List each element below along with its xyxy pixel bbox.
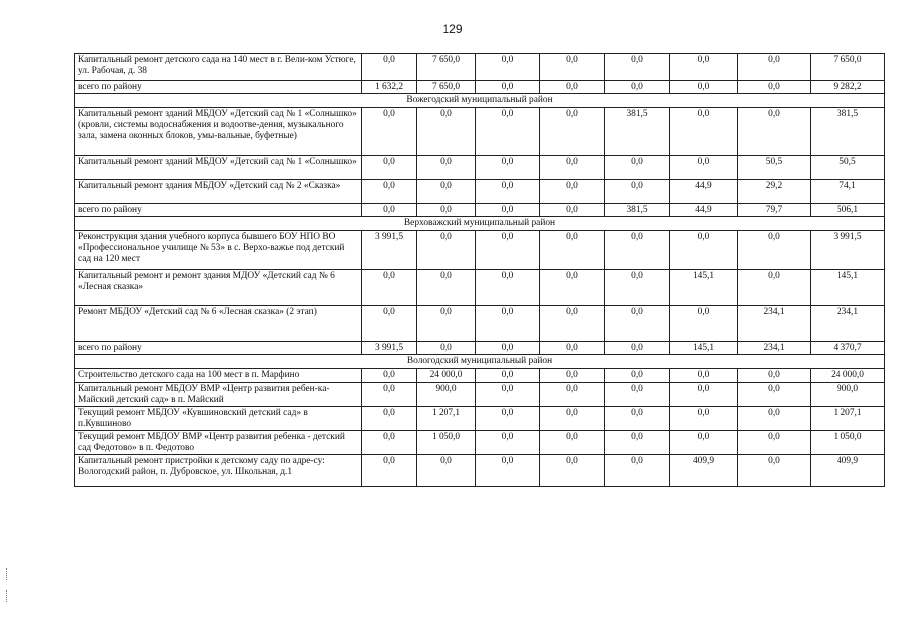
- value-cell: 0,0: [738, 270, 811, 306]
- value-cell: 0,0: [476, 407, 540, 431]
- value-cell: 0,0: [670, 54, 738, 81]
- district-heading: Вологодский муниципальный район: [75, 355, 885, 369]
- total-value-cell: 1 050,0: [811, 431, 885, 455]
- value-cell: 0,0: [540, 81, 605, 94]
- value-cell: 0,0: [476, 204, 540, 217]
- project-name-cell: Ремонт МБДОУ «Детский сад № 6 «Лесная сказка» (2 этап): [75, 306, 362, 342]
- district-heading: Верховажский муниципальный район: [75, 217, 885, 231]
- value-cell: 0,0: [540, 156, 605, 180]
- value-cell: 381,5: [605, 204, 670, 217]
- total-value-cell: 145,1: [811, 270, 885, 306]
- value-cell: 0,0: [605, 270, 670, 306]
- value-cell: 0,0: [362, 407, 417, 431]
- value-cell: 0,0: [417, 204, 476, 217]
- value-cell: 0,0: [476, 180, 540, 204]
- value-cell: 3 991,5: [362, 342, 417, 355]
- value-cell: 0,0: [738, 81, 811, 94]
- value-cell: 0,0: [417, 156, 476, 180]
- district-total-row: [75, 342, 885, 355]
- value-cell: 1 632,2: [362, 81, 417, 94]
- total-value-cell: 506,1: [811, 204, 885, 217]
- value-cell: 7 650,0: [417, 54, 476, 81]
- value-cell: 0,0: [540, 407, 605, 431]
- project-name-cell: Капитальный ремонт и ремонт здания МДОУ «Детский сад № 6 «Лесная сказка»: [75, 270, 362, 306]
- value-cell: 0,0: [605, 81, 670, 94]
- table-row: [75, 54, 885, 81]
- value-cell: 0,0: [362, 156, 417, 180]
- project-name-cell: Текущий ремонт МБДОУ «Кувшиновский детский сад» в п.Кувшиново: [75, 407, 362, 431]
- value-cell: 0,0: [540, 306, 605, 342]
- table-row: [75, 455, 885, 487]
- value-cell: 24 000,0: [417, 369, 476, 383]
- value-cell: 0,0: [362, 306, 417, 342]
- value-cell: 0,0: [605, 306, 670, 342]
- value-cell: 0,0: [362, 270, 417, 306]
- value-cell: 0,0: [605, 231, 670, 270]
- total-value-cell: 7 650,0: [811, 54, 885, 81]
- total-value-cell: 381,5: [811, 108, 885, 156]
- value-cell: 0,0: [540, 369, 605, 383]
- project-name-cell: Капитальный ремонт детского сада на 140 мест в г. Вели-ком Устюге, ул. Рабочая, д. 38: [75, 54, 362, 81]
- page-number: 129: [442, 22, 463, 36]
- table-row: [75, 407, 885, 431]
- value-cell: 0,0: [540, 180, 605, 204]
- value-cell: 0,0: [362, 369, 417, 383]
- project-name-cell: Капитальный ремонт зданий МБДОУ «Детский сад № 1 «Солнышко» (кровли, системы водоснабжения и водоотве-дения, музыкального зала, замена оконных блоков, умы-вальные, буфетные): [75, 108, 362, 156]
- value-cell: 0,0: [738, 383, 811, 407]
- value-cell: 0,0: [476, 342, 540, 355]
- value-cell: 0,0: [738, 108, 811, 156]
- table-row: [75, 270, 885, 306]
- value-cell: 145,1: [670, 270, 738, 306]
- project-name-cell: всего по району: [75, 204, 362, 217]
- value-cell: 0,0: [540, 455, 605, 487]
- value-cell: 0,0: [417, 270, 476, 306]
- value-cell: 0,0: [738, 231, 811, 270]
- value-cell: 0,0: [540, 342, 605, 355]
- section-header-row: [75, 355, 885, 369]
- value-cell: 381,5: [605, 108, 670, 156]
- district-total-row: [75, 81, 885, 94]
- value-cell: 0,0: [476, 455, 540, 487]
- total-value-cell: 234,1: [811, 306, 885, 342]
- funding-table: [74, 53, 885, 487]
- value-cell: 50,5: [738, 156, 811, 180]
- value-cell: 0,0: [670, 306, 738, 342]
- value-cell: 0,0: [605, 431, 670, 455]
- project-name-cell: Капитальный ремонт здания МБДОУ «Детский сад № 2 «Сказка»: [75, 180, 362, 204]
- value-cell: 0,0: [362, 108, 417, 156]
- project-name-cell: Строительство детского сада на 100 мест в п. Марфино: [75, 369, 362, 383]
- table-row: [75, 156, 885, 180]
- value-cell: 0,0: [738, 431, 811, 455]
- project-name-cell: Капитальный ремонт зданий МБДОУ «Детский сад № 1 «Солнышко»: [75, 156, 362, 180]
- value-cell: 0,0: [362, 455, 417, 487]
- value-cell: 0,0: [605, 407, 670, 431]
- value-cell: 0,0: [417, 342, 476, 355]
- value-cell: 0,0: [476, 81, 540, 94]
- value-cell: 0,0: [738, 455, 811, 487]
- section-header-row: [75, 217, 885, 231]
- total-value-cell: 1 207,1: [811, 407, 885, 431]
- value-cell: 0,0: [476, 231, 540, 270]
- total-value-cell: 409,9: [811, 455, 885, 487]
- value-cell: 44,9: [670, 180, 738, 204]
- value-cell: 0,0: [670, 108, 738, 156]
- value-cell: 0,0: [362, 431, 417, 455]
- table-row: [75, 306, 885, 342]
- margin-mark: [6, 568, 13, 580]
- district-total-row: [75, 204, 885, 217]
- value-cell: 0,0: [670, 81, 738, 94]
- value-cell: 0,0: [540, 383, 605, 407]
- table-body: [75, 54, 885, 487]
- total-value-cell: 50,5: [811, 156, 885, 180]
- value-cell: 234,1: [738, 342, 811, 355]
- table-row: [75, 369, 885, 383]
- value-cell: 1 207,1: [417, 407, 476, 431]
- value-cell: 0,0: [362, 383, 417, 407]
- value-cell: 0,0: [540, 231, 605, 270]
- project-name-cell: Текущий ремонт МБДОУ ВМР «Центр развития ребенка - детский сад Федотово» в п. Федотово: [75, 431, 362, 455]
- value-cell: 0,0: [670, 383, 738, 407]
- margin-mark: [6, 590, 13, 602]
- value-cell: 3 991,5: [362, 231, 417, 270]
- total-value-cell: 3 991,5: [811, 231, 885, 270]
- table-row: [75, 108, 885, 156]
- value-cell: 0,0: [540, 431, 605, 455]
- value-cell: 0,0: [362, 204, 417, 217]
- table-row: [75, 231, 885, 270]
- value-cell: 44,9: [670, 204, 738, 217]
- value-cell: 0,0: [540, 270, 605, 306]
- value-cell: 0,0: [417, 306, 476, 342]
- value-cell: 145,1: [670, 342, 738, 355]
- value-cell: 0,0: [738, 369, 811, 383]
- value-cell: 0,0: [605, 383, 670, 407]
- total-value-cell: 4 370,7: [811, 342, 885, 355]
- value-cell: 0,0: [540, 204, 605, 217]
- value-cell: 0,0: [476, 383, 540, 407]
- value-cell: 0,0: [670, 407, 738, 431]
- project-name-cell: всего по району: [75, 81, 362, 94]
- project-name-cell: Капитальный ремонт МБДОУ ВМР «Центр развития ребен-ка-Майский детский сад» в п. Майский: [75, 383, 362, 407]
- value-cell: 0,0: [476, 270, 540, 306]
- value-cell: 900,0: [417, 383, 476, 407]
- value-cell: 0,0: [605, 455, 670, 487]
- project-name-cell: Капитальный ремонт пристройки к детскому саду по адре-су: Вологодский район, п. Дубровское, ул. Школьная, д.1: [75, 455, 362, 487]
- value-cell: 0,0: [670, 231, 738, 270]
- table-row: [75, 180, 885, 204]
- value-cell: 0,0: [670, 369, 738, 383]
- value-cell: 0,0: [476, 108, 540, 156]
- value-cell: 0,0: [670, 156, 738, 180]
- value-cell: 0,0: [476, 431, 540, 455]
- value-cell: 0,0: [476, 369, 540, 383]
- district-heading: Вожегодский муниципальный район: [75, 94, 885, 108]
- value-cell: 0,0: [605, 156, 670, 180]
- value-cell: 0,0: [417, 455, 476, 487]
- total-value-cell: 74,1: [811, 180, 885, 204]
- value-cell: 0,0: [417, 108, 476, 156]
- total-value-cell: 9 282,2: [811, 81, 885, 94]
- value-cell: 0,0: [738, 54, 811, 81]
- value-cell: 0,0: [605, 369, 670, 383]
- table-row: [75, 431, 885, 455]
- project-name-cell: Реконструкция здания учебного корпуса бывшего БОУ НПО ВО «Профессиональное училище № 53» в с. Верхо-важье под детский сад на 120 мест: [75, 231, 362, 270]
- value-cell: 0,0: [362, 180, 417, 204]
- value-cell: 0,0: [540, 54, 605, 81]
- value-cell: 0,0: [476, 306, 540, 342]
- total-value-cell: 900,0: [811, 383, 885, 407]
- value-cell: 0,0: [738, 407, 811, 431]
- value-cell: 0,0: [362, 54, 417, 81]
- value-cell: 29,2: [738, 180, 811, 204]
- value-cell: 409,9: [670, 455, 738, 487]
- value-cell: 79,7: [738, 204, 811, 217]
- value-cell: 7 650,0: [417, 81, 476, 94]
- value-cell: 0,0: [540, 108, 605, 156]
- value-cell: 0,0: [605, 54, 670, 81]
- value-cell: 0,0: [417, 231, 476, 270]
- value-cell: 0,0: [605, 342, 670, 355]
- value-cell: 0,0: [476, 156, 540, 180]
- value-cell: 0,0: [670, 431, 738, 455]
- table-row: [75, 383, 885, 407]
- value-cell: 0,0: [417, 180, 476, 204]
- value-cell: 0,0: [476, 54, 540, 81]
- total-value-cell: 24 000,0: [811, 369, 885, 383]
- value-cell: 1 050,0: [417, 431, 476, 455]
- section-header-row: [75, 94, 885, 108]
- project-name-cell: всего по району: [75, 342, 362, 355]
- value-cell: 234,1: [738, 306, 811, 342]
- value-cell: 0,0: [605, 180, 670, 204]
